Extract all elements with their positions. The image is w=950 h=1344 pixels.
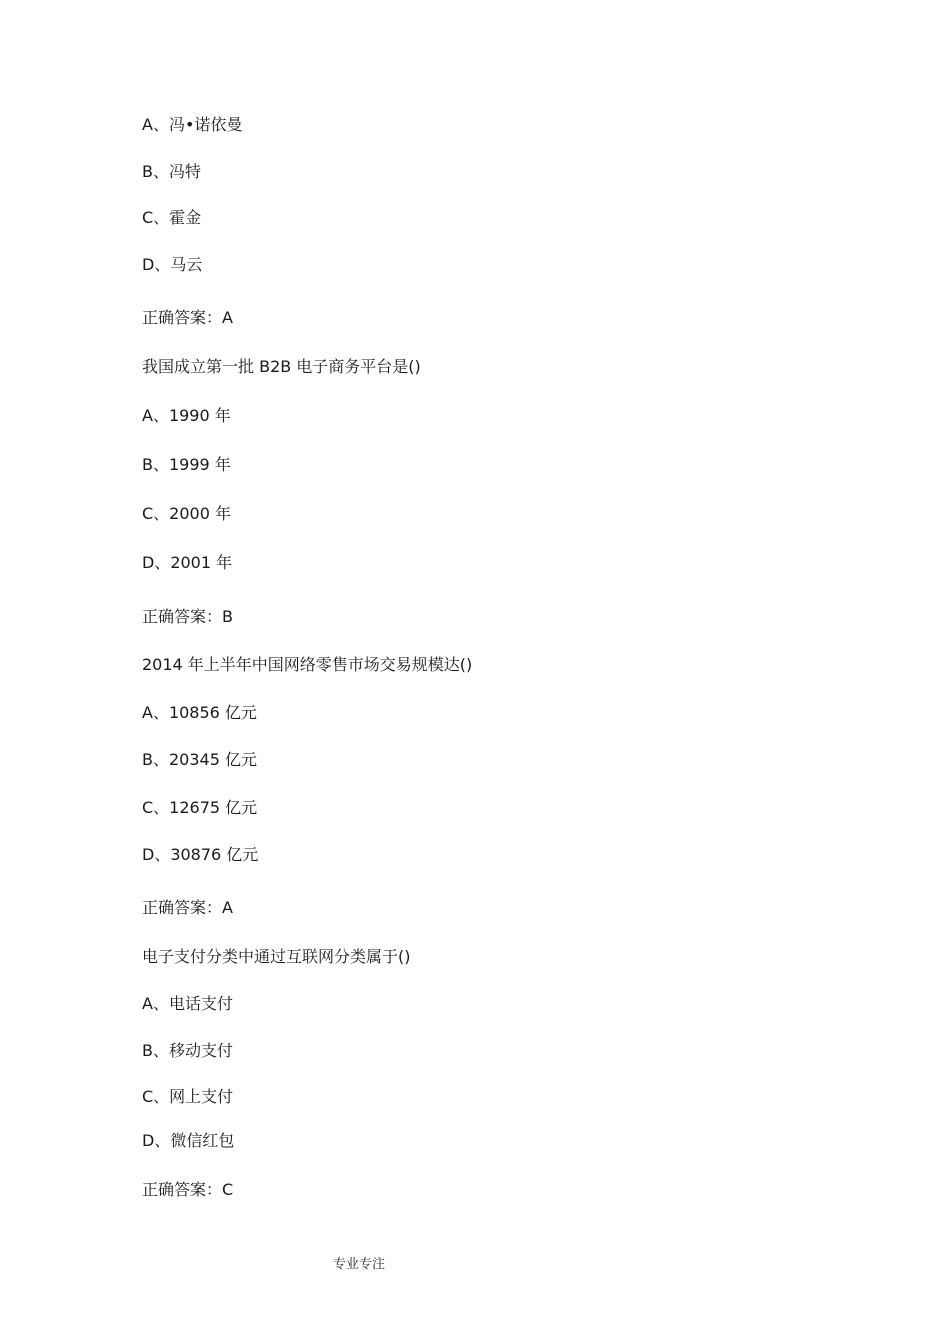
option-c: C、12675 亿元 xyxy=(142,798,258,817)
answer-line: 正确答案：C xyxy=(142,1180,234,1199)
question-text: 2014 年上半年中国网络零售市场交易规模达() xyxy=(142,655,473,674)
option-d: D、马云 xyxy=(142,255,203,274)
option-a: A、10856 亿元 xyxy=(142,703,257,722)
option-b: B、1999 年 xyxy=(142,455,231,474)
option-c: C、网上支付 xyxy=(142,1087,234,1106)
option-a: A、1990 年 xyxy=(142,406,231,425)
option-d: D、微信红包 xyxy=(142,1131,235,1150)
option-b: B、冯特 xyxy=(142,162,201,181)
option-a: A、电话支付 xyxy=(142,994,233,1013)
option-c: C、2000 年 xyxy=(142,504,231,523)
page-footer: 专业专注 xyxy=(333,1257,386,1272)
answer-line: 正确答案：B xyxy=(142,607,233,626)
option-c: C、霍金 xyxy=(142,208,202,227)
option-a: A、冯•诺依曼 xyxy=(142,115,243,134)
answer-line: 正确答案：A xyxy=(142,308,233,327)
option-b: B、移动支付 xyxy=(142,1041,233,1060)
option-d: D、30876 亿元 xyxy=(142,845,259,864)
question-text: 我国成立第一批 B2B 电子商务平台是() xyxy=(142,357,421,376)
answer-line: 正确答案：A xyxy=(142,898,233,917)
option-d: D、2001 年 xyxy=(142,553,233,572)
option-b: B、20345 亿元 xyxy=(142,750,257,769)
question-text: 电子支付分类中通过互联网分类属于() xyxy=(142,947,411,966)
